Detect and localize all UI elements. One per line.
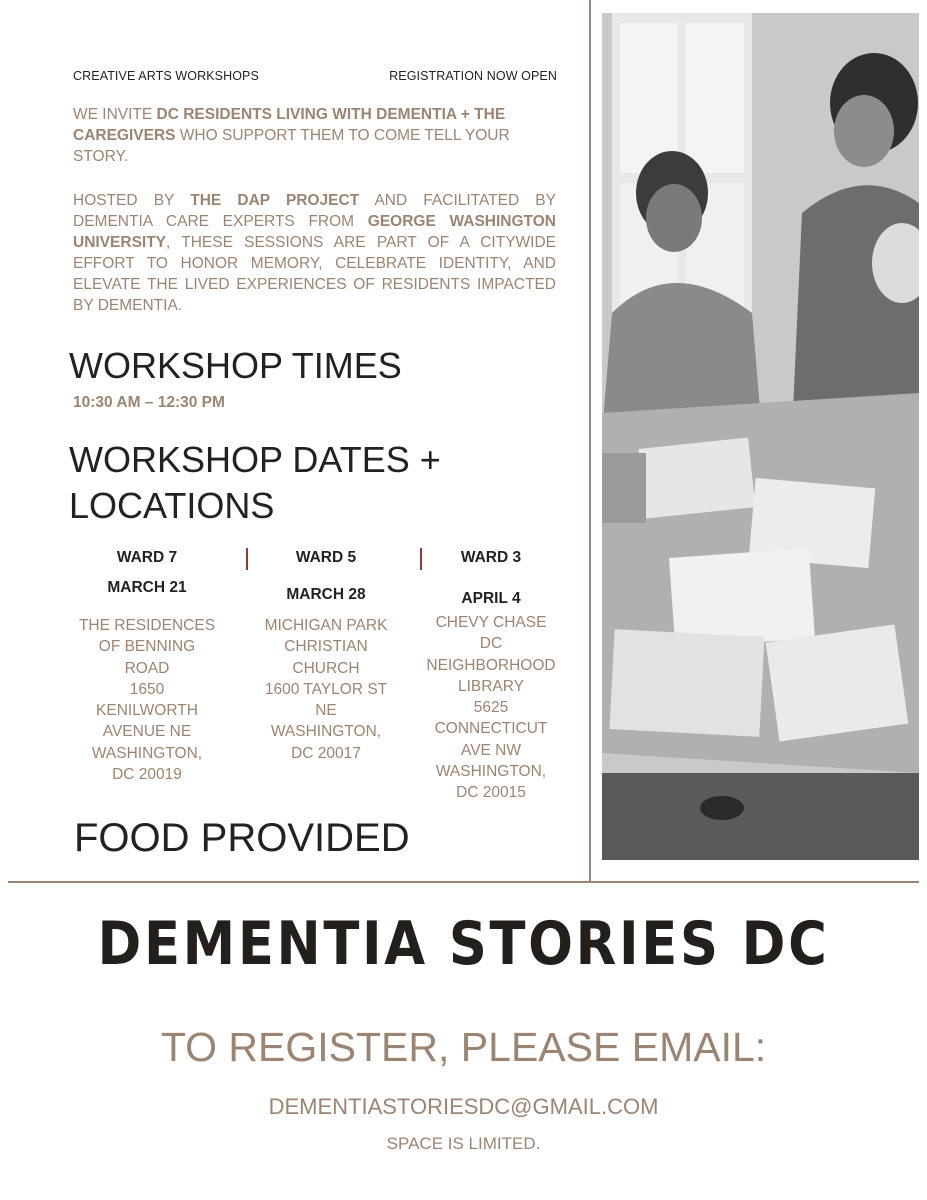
location-column-ward-5 (256, 549, 396, 764)
address-line: DC 20019 (112, 766, 182, 784)
address-line: THE RESIDENCES (78, 617, 216, 634)
contact-email[interactable]: DEMENTIASTORIESDC@GMAIL.COM (268, 1094, 659, 1119)
address-line: AVENUE NE (102, 723, 192, 741)
location-address (78, 615, 216, 785)
address-line: 1600 TAYLOR ST (264, 680, 388, 698)
hosted-text-1: HOSTED BY (73, 192, 191, 209)
location-address (256, 615, 396, 764)
address-line: KENILWORTH (96, 702, 198, 720)
intro-bold-1: DC RESIDENTS LIVING WITH DEMENTIA + THE CAREGIVERS (73, 106, 506, 144)
address-line: WASHINGTON, (435, 763, 547, 781)
ward-label: WARD 5 (295, 549, 357, 566)
workshop-times-heading: WORKSHOP TIMES (69, 345, 402, 386)
workshop-photo (602, 13, 919, 860)
address-line: AVE NW (461, 741, 521, 759)
address-line: DC 20017 (291, 744, 361, 762)
address-line: CHEVY CHASE (435, 614, 547, 631)
intro-text-2: WHO SUPPORT THEM TO COME TELL YOUR STORY. (73, 127, 510, 165)
header-right: REGISTRATION NOW OPEN (389, 69, 557, 83)
address-line: ROAD (124, 659, 170, 677)
hosted-bold-2: GEORGE WASHINGTON UNIVERSITY (73, 213, 556, 251)
intro-paragraph (73, 104, 556, 167)
hosted-paragraph (73, 190, 556, 316)
brand-title: DEMENTIA STORIES DC (97, 909, 830, 979)
food-provided-heading: FOOD PROVIDED (74, 816, 410, 860)
address-line: CHURCH (292, 659, 360, 677)
workshop-date: APRIL 4 (461, 590, 521, 607)
address-line: OF BENNING (98, 638, 196, 656)
hosted-text-3: , THESE SESSIONS ARE PART OF A CITYWIDE EFFORT TO HONOR MEMORY, CELEBRATE IDENTITY, AND ELEVATE THE LIVED EXPERIENCES OF RESIDENTS IMPACTED BY DEMENTIA. (73, 234, 556, 314)
ward-separator (246, 548, 248, 570)
photo-illustration (602, 13, 919, 860)
header-left: CREATIVE ARTS WORKSHOPS (73, 69, 259, 83)
address-line: NEIGHBORHOOD (426, 656, 556, 674)
location-address (422, 612, 560, 804)
hosted-bold-1: THE DAP PROJECT (190, 192, 360, 209)
address-line: DC (479, 635, 503, 653)
intro-text-1: WE INVITE (73, 106, 157, 123)
vertical-divider (589, 0, 591, 882)
workshop-time-value: 10:30 AM – 12:30 PM (73, 394, 225, 411)
workshop-date: MARCH 21 (107, 579, 187, 596)
register-heading: TO REGISTER, PLEASE EMAIL: (160, 1024, 767, 1070)
hosted-text-2: AND FACILITATED BY DEMENTIA CARE EXPERTS FROM (73, 192, 556, 230)
address-line: MICHIGAN PARK (264, 617, 388, 634)
address-line: DC 20015 (456, 784, 526, 802)
address-line: 1650 (129, 680, 165, 698)
workshop-date: MARCH 28 (286, 586, 366, 603)
horizontal-divider (8, 881, 919, 883)
space-limited-note: SPACE IS LIMITED. (386, 1134, 541, 1153)
location-column-ward-7 (78, 549, 216, 785)
address-line: WASHINGTON, (91, 744, 203, 762)
address-line: WASHINGTON, (270, 723, 382, 741)
workshop-dates-heading: WORKSHOP DATES + LOCATIONS (69, 439, 441, 526)
address-line: 5625 (473, 699, 509, 717)
address-line: LIBRARY (457, 677, 525, 695)
address-line: NE (315, 702, 337, 720)
location-column-ward-3 (422, 549, 560, 804)
address-line: CHRISTIAN (284, 638, 368, 656)
ward-label: WARD 3 (460, 549, 522, 566)
address-line: CONNECTICUT (434, 720, 548, 738)
ward-label: WARD 7 (116, 549, 178, 566)
